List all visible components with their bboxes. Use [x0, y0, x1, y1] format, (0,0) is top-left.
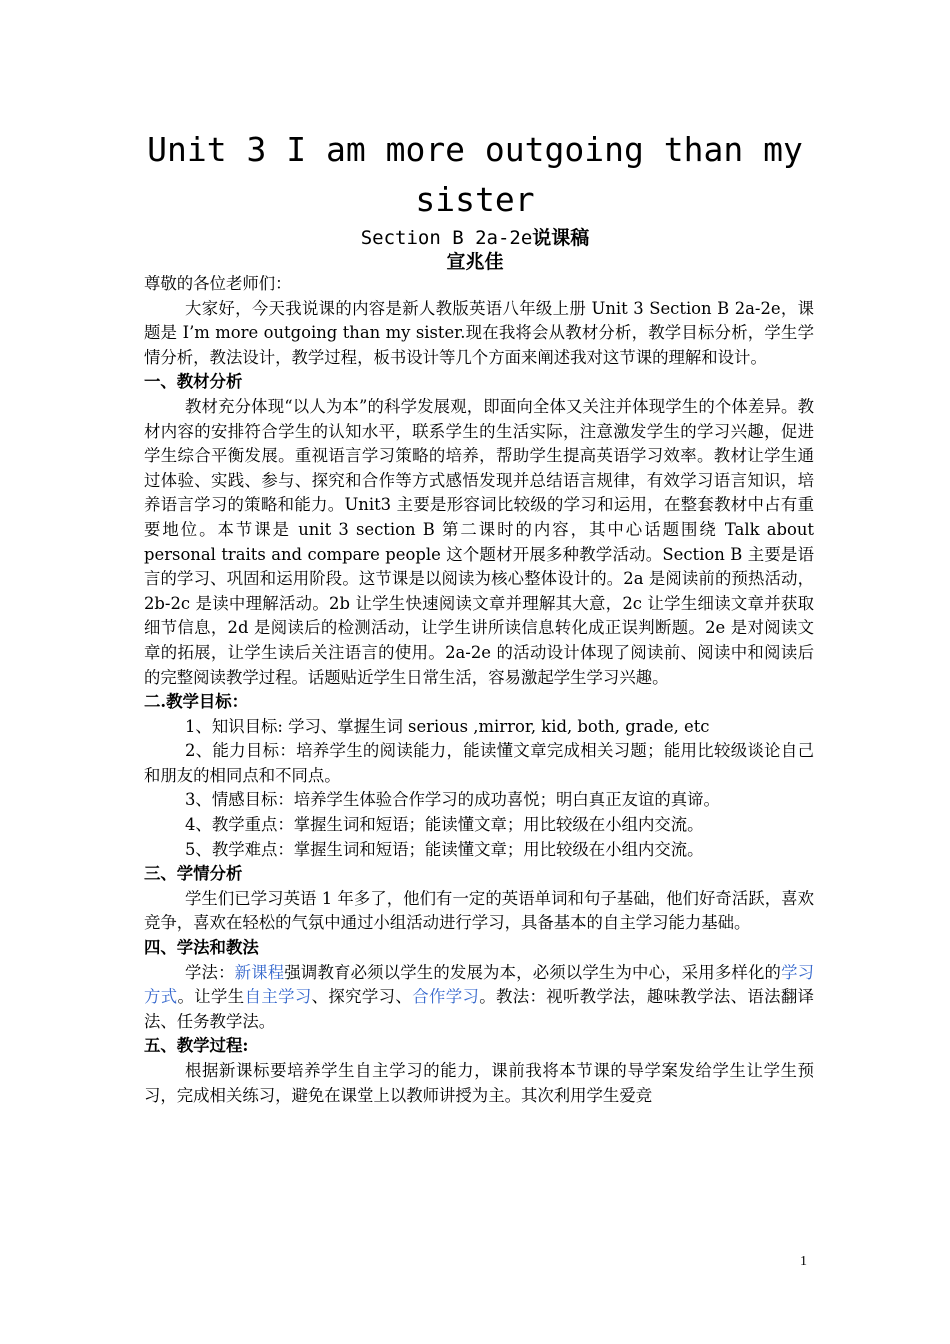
section-4-text: [144, 961, 814, 1035]
document-title-line2: sister: [415, 180, 535, 219]
section-3-text: 学生们已学习英语 1 年多了，他们有一定的英语单词和句子基础，他们好奇活跃，喜欢竞争，喜欢在轻松的气氛中通过小组活动进行学习，具备基本的自主学习能力基础。: [144, 888, 814, 933]
section-heading-5: 五、教学过程:: [144, 1036, 249, 1056]
text-fragment: 。让学生: [177, 987, 245, 1007]
section-heading-1: 一、教材分析: [144, 372, 243, 392]
link-learning-methods[interactable]: 学习方式: [144, 962, 815, 1007]
greeting: 尊敬的各位老师们：: [144, 274, 292, 293]
subtitle-label: 说课稿: [532, 227, 590, 249]
subtitle: [140, 226, 810, 250]
goal-item: 1、知识目标: 学习、掌握生词 serious ,mirror, kid, both, grade, etc: [185, 716, 710, 736]
section-heading-3: 三、学情分析: [144, 864, 243, 884]
goal-item: 2、能力目标：培养学生的阅读能力，能读懂文章完成相关习题；能用比较级谈论自己和朋友的相同点和不同点。: [144, 741, 814, 785]
text-fragment: 强调教育必须以学生的发展为本，必须以学生为中心，采用多样化的: [284, 962, 782, 982]
section-5-text: 根据新课标要培养学生自主学习的能力，课前我将本节课的导学案发给学生让学生预习，完成相关练习，避免在课堂上以教师讲授为主。其次利用学生爱竞: [144, 1061, 814, 1105]
text-fragment: 、探究学习、: [311, 987, 413, 1007]
subtitle-section: Section B 2a-2e: [360, 227, 533, 249]
goal-item: 3、情感目标：培养学生体验合作学习的成功喜悦；明白真正友谊的真谛。: [185, 790, 720, 810]
goal-item: 4、教学重点：掌握生词和短语；能读懂文章；用比较级在小组内交流。: [185, 815, 704, 835]
section-heading-4: 四、学法和教法: [144, 938, 259, 958]
link-self-learning[interactable]: 自主学习: [244, 987, 312, 1007]
intro-paragraph: 大家好，今天我说课的内容是新人教版英语八年级上册 Unit 3 Section B 2a-2e，课题是 I’m more outgoing than my sister.现在我将会从教材分析，教学目标分析，学生学情分析，教法设计，教学过程，板书设计等几个方面来阐述我对这节课的理解和设计。: [144, 298, 814, 367]
document-body: [144, 272, 814, 1108]
link-cooperative-learning[interactable]: 合作学习: [412, 987, 480, 1007]
link-new-curriculum[interactable]: 新课程: [234, 962, 285, 982]
section-1-text: 教材充分体现“以人为本”的科学发展观，即面向全体又关注并体现学生的个体差异。教材内容的安排符合学生的认知水平，联系学生的生活实际，注意激发学生的学习兴趣，促进学生综合平衡发展。重视语言学习策略的培养，帮助学生提高英语学习效率。教材让学生通过体验、实践、参与、探究和合作等方式感悟发现并总结语言规律，有效学习语言知识，培养语言学习的策略和能力。Unit3 主要是形容词比较级的学习和运用，在整套教材中占有重要地位。本节课是 unit 3 section B 第二课时的内容，其中心话题围绕 Talk about personal traits and compare people 这个题材开展多种教学活动。Section B 主要是语言的学习、巩固和运用阶段。这节课是以阅读为核心整体设计的。2a 是阅读前的预热活动，2b-2c 是读中理解活动。2b 让学生快速阅读文章并理解其大意，2c 让学生细读文章并获取细节信息，2d 是阅读后的检测活动，让学生讲所读信息转化成正误判断题。2e 是对阅读文章的拓展，让学生读后关注语言的使用。2a-2e 的活动设计体现了阅读前、阅读中和阅读后的完整阅读教学过程。话题贴近学生日常生活，容易激起学生学习兴趣。: [144, 396, 814, 687]
document-title-line1: Unit 3 I am more outgoing than my: [147, 130, 803, 169]
text-fragment: 学法：: [185, 962, 235, 982]
page-number: 1: [800, 1254, 807, 1269]
author: 宣兆佳: [446, 251, 504, 273]
section-heading-2: 二.教学目标：: [144, 692, 249, 712]
text-fragment: 。教法：视听教学法，趣味教学法、语法翻译法、任务教学法。: [144, 987, 815, 1031]
goal-item: 5、教学难点：掌握生词和短语；能读懂文章；用比较级在小组内交流。: [185, 839, 704, 859]
